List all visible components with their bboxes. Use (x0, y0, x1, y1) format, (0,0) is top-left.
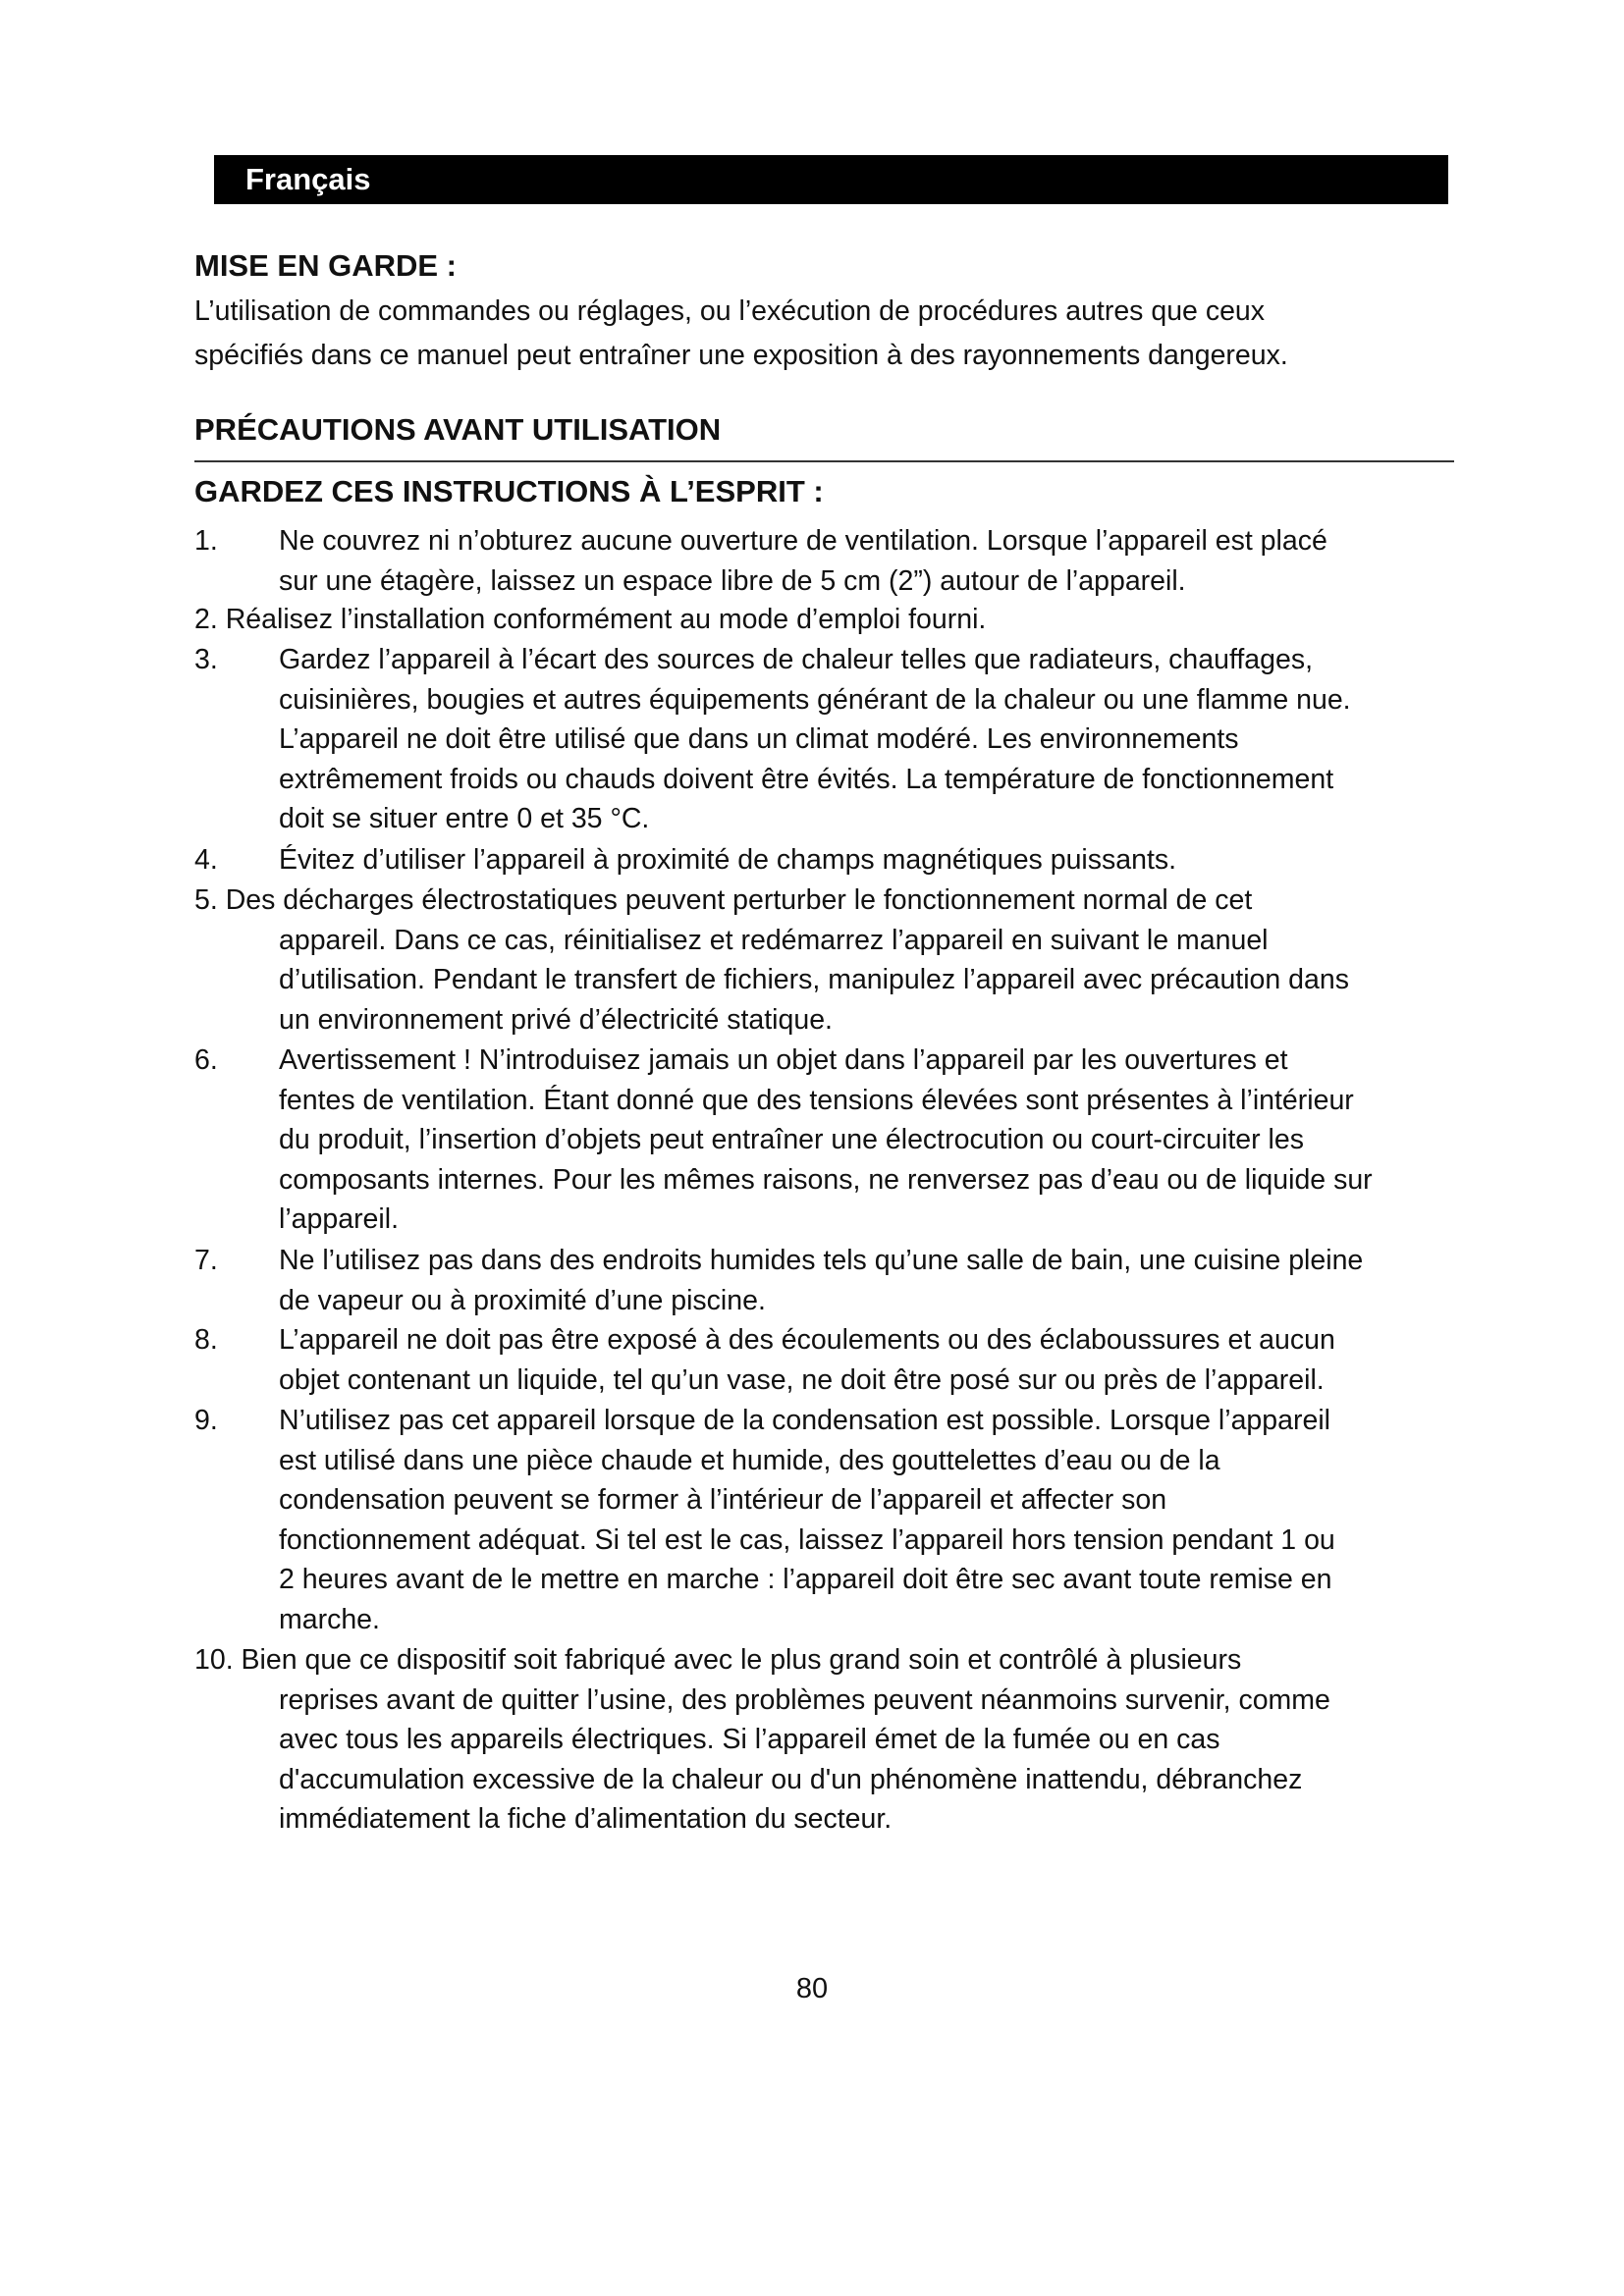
list-item-line: Ne couvrez ni n’obturez aucune ouverture de ventilation. Lorsque l’appareil est placé (279, 525, 1327, 557)
list-item-line: Avertissement ! N’introduisez jamais un objet dans l’appareil par les ouvertures et (279, 1044, 1288, 1076)
list-item-line: immédiatement la fiche d’alimentation du secteur. (279, 1803, 893, 1835)
list-item-number: 5. (194, 884, 218, 916)
list-item-line: doit se situer entre 0 et 35 °C. (279, 803, 650, 834)
list-item-2 (194, 600, 1461, 640)
list-item-number: 1. (194, 525, 218, 557)
list-item-line: Bien que ce dispositif soit fabriqué avec le plus grand soin et contrôlé à plusieurs (241, 1644, 1242, 1676)
list-item-line: condensation peuvent se former à l’intérieur de l’appareil et affecter son (279, 1484, 1167, 1516)
list-item-line: fonctionnement adéquat. Si tel est le cas, laissez l’appareil hors tension pendant 1 ou (279, 1523, 1335, 1556)
language-tab-label: Français (245, 162, 371, 196)
list-item-7 (194, 1241, 1461, 1320)
precautions-title: PRÉCAUTIONS AVANT UTILISATION (194, 412, 722, 447)
list-item-line: Des décharges électrostatiques peuvent perturber le fonctionnement normal de cet (225, 884, 1253, 916)
list-item-line: du produit, l’insertion d’objets peut entraîner une électrocution ou court-circuiter les (279, 1124, 1304, 1155)
list-item-line: avec tous les appareils électriques. Si l’appareil émet de la fumée ou en cas (279, 1724, 1220, 1755)
list-item-line: est utilisé dans une pièce chaude et humide, des gouttelettes d’eau ou de la (279, 1444, 1220, 1476)
list-item-number: 2. (194, 604, 218, 635)
list-item-line: L’appareil ne doit être utilisé que dans un climat modéré. Les environnements (279, 723, 1239, 755)
list-item-3 (194, 640, 1461, 839)
list-item-line: objet contenant un liquide, tel qu’un vase, ne doit être posé sur ou près de l’appareil. (279, 1363, 1325, 1396)
list-item-4 (194, 840, 1461, 881)
warning-line-1: L’utilisation de commandes ou réglages, ou l’exécution de procédures autres que ceux (194, 295, 1266, 327)
list-item-number: 7. (194, 1245, 218, 1276)
warning-title: MISE EN GARDE : (194, 248, 457, 283)
list-item-6 (194, 1041, 1461, 1240)
list-item-8 (194, 1320, 1461, 1400)
list-item-number: 4. (194, 844, 218, 876)
warning-line-2: spécifiés dans ce manuel peut entraîner une exposition à des rayonnements dangereux. (194, 340, 1288, 371)
list-item-line: cuisinières, bougies et autres équipements générant de la chaleur ou une flamme nue. (279, 683, 1351, 716)
list-item-line: d'accumulation excessive de la chaleur ou d'un phénomène inattendu, débranchez (279, 1763, 1303, 1795)
list-item-line: L’appareil ne doit pas être exposé à des écoulements ou des éclaboussures et aucun (279, 1324, 1335, 1356)
list-item-10 (194, 1640, 1461, 1840)
list-item-line: Ne l’utilisez pas dans des endroits humides tels qu’une salle de bain, une cuisine pleine (279, 1245, 1364, 1276)
instructions-title: GARDEZ CES INSTRUCTIONS À L’ESPRIT : (194, 474, 824, 508)
list-item-line: Gardez l’appareil à l’écart des sources de chaleur telles que radiateurs, chauffages, (279, 644, 1313, 675)
list-item-line: d’utilisation. Pendant le transfert de fichiers, manipulez l’appareil avec précaution dans (279, 964, 1349, 995)
page-number: 80 (795, 1973, 829, 2004)
list-item-line: l’appareil. (279, 1203, 399, 1235)
list-item-9 (194, 1401, 1461, 1639)
list-item-number: 9. (194, 1405, 218, 1436)
list-item-line: appareil. Dans ce cas, réinitialisez et redémarrez l’appareil en suivant le manuel (279, 924, 1269, 956)
list-item-5 (194, 881, 1461, 1040)
list-item-line: un environnement privé d’électricité statique. (279, 1003, 833, 1036)
section-divider (194, 460, 1454, 462)
list-item-line: Réalisez l’installation conformément au mode d’emploi fourni. (225, 604, 987, 635)
list-item-line: de vapeur ou à proximité d’une piscine. (279, 1284, 766, 1316)
list-item-line: extrêmement froids ou chauds doivent être évités. La température de fonctionnement (279, 763, 1334, 795)
list-item-number: 10. (194, 1644, 234, 1676)
list-item-line: sur une étagère, laissez un espace libre de 5 cm (2”) autour de l’appareil. (279, 564, 1186, 597)
list-item-1 (194, 521, 1461, 601)
list-item-line: composants internes. Pour les mêmes raisons, ne renversez pas d’eau ou de liquide sur (279, 1163, 1373, 1196)
list-item-line: reprises avant de quitter l’usine, des problèmes peuvent néanmoins survenir, comme (279, 1683, 1330, 1716)
list-item-line: 2 heures avant de le mettre en marche : l’appareil doit être sec avant toute remise en (279, 1564, 1332, 1595)
list-item-line: N’utilisez pas cet appareil lorsque de la condensation est possible. Lorsque l’appareil (279, 1405, 1330, 1436)
list-item-number: 3. (194, 644, 218, 675)
list-item-number: 8. (194, 1324, 218, 1356)
language-tab (214, 155, 1448, 204)
list-item-number: 6. (194, 1044, 218, 1076)
list-item-line: Évitez d’utiliser l’appareil à proximité de champs magnétiques puissants. (279, 844, 1177, 876)
list-item-line: marche. (279, 1603, 380, 1635)
list-item-line: fentes de ventilation. Étant donné que des tensions élevées sont présentes à l’intérieur (279, 1084, 1354, 1116)
